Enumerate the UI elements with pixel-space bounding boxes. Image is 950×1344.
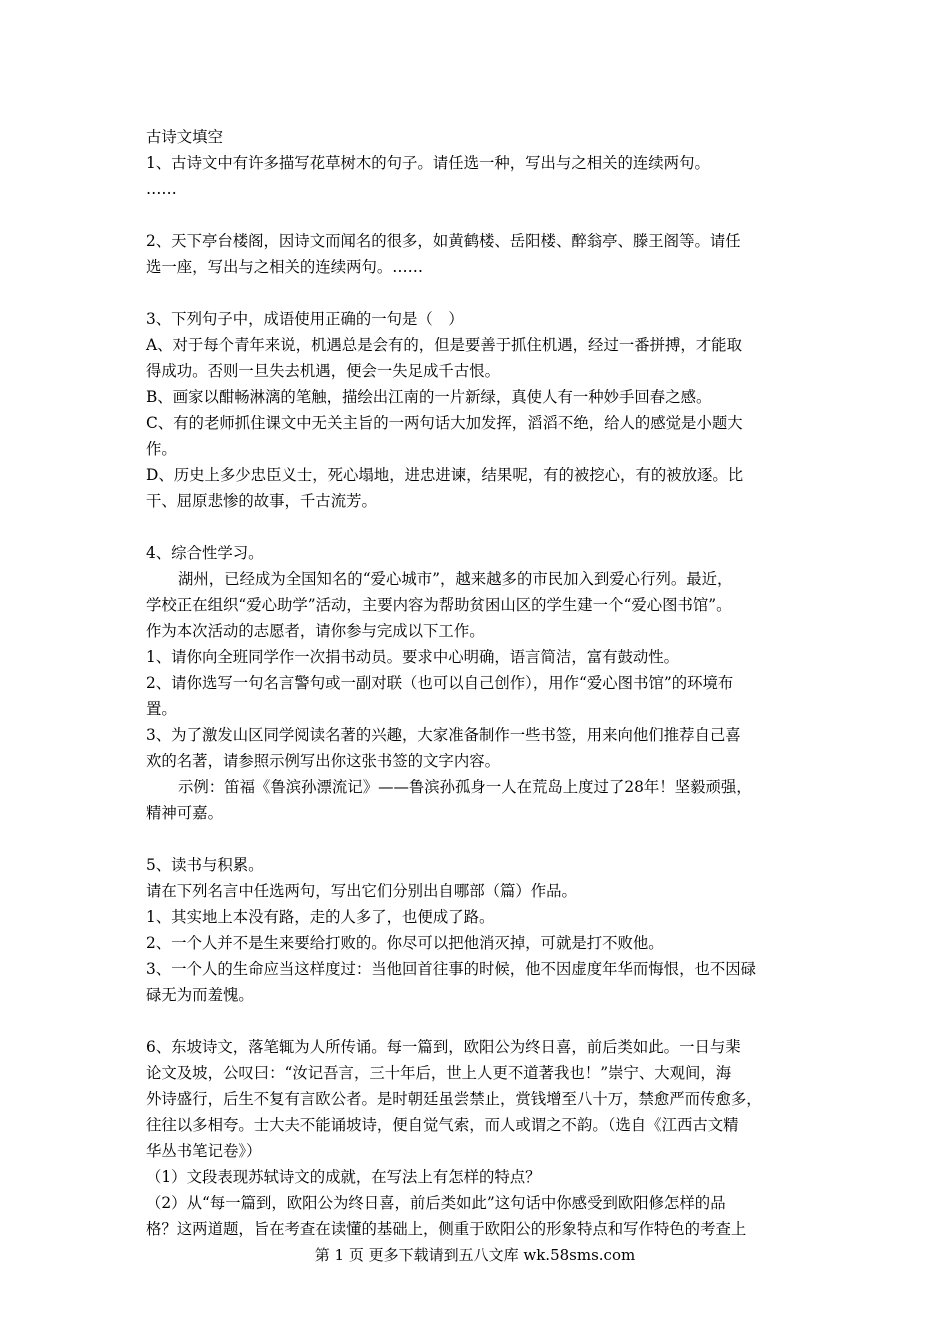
paragraph-gap xyxy=(146,514,811,540)
q6-sub-question-2-line-2: 格？这两道题，旨在考查在读懂的基础上，侧重于欧阳公的形象特点和写作特色的考查上 xyxy=(146,1220,747,1238)
page-footer: 第 1 页 更多下载请到五八文库 wk.58sms.com xyxy=(314,1246,636,1264)
paragraph-gap xyxy=(146,280,811,306)
q4-item-2-line-1: 2、请你选写一句名言警句或一副对联（也可以自己创作），用作“爱心图书馆”的环境布 xyxy=(146,674,734,692)
document-title: 古诗文填空 xyxy=(146,128,223,146)
paragraph-gap xyxy=(146,202,811,228)
q5-quote-3-line-1: 3、一个人的生命应当这样度过：当他回首往事的时候，他不因虚度年华而悔恨，也不因碌 xyxy=(146,960,757,978)
q1-line-2: …… xyxy=(146,180,177,198)
q6-passage-line-3: 外诗盛行，后生不复有言欧公者。是时朝廷虽尝禁止，赏钱增至八十万，禁愈严而传愈多， xyxy=(146,1090,762,1108)
q5-quote-1: 1、其实地上本没有路，走的人多了，也便成了路。 xyxy=(146,908,495,926)
q2-line-2: 选一座，写出与之相关的连续两句。…… xyxy=(146,258,424,276)
q6-passage-line-1: 6、东坡诗文，落笔辄为人所传诵。每一篇到，欧阳公为终日喜，前后类如此。一日与棐 xyxy=(146,1038,741,1056)
q4-intro-line-2: 学校正在组织“爱心助学”活动，主要内容为帮助贫困山区的学生建一个“爱心图书馆”。 xyxy=(146,596,732,614)
q6-passage-line-4: 往往以多相夸。士大夫不能诵坡诗，便自觉气索，而人或谓之不韵。（选自《江西古文精 xyxy=(146,1116,739,1134)
q4-title: 4、综合性学习。 xyxy=(146,544,264,562)
q6-sub-question-1: （1）文段表现苏轼诗文的成就，在写法上有怎样的特点？ xyxy=(146,1168,541,1186)
q1-line-1: 1、古诗文中有许多描写花草树木的句子。请任选一种，写出与之相关的连续两句。 xyxy=(146,154,710,172)
document-body xyxy=(146,124,811,1242)
paragraph-gap xyxy=(146,826,811,852)
q4-example-line-2: 精神可嘉。 xyxy=(146,804,223,822)
q3-question: 3、下列句子中，成语使用正确的一句是（ ） xyxy=(146,310,464,328)
q5-quote-3-line-2: 碌无为而羞愧。 xyxy=(146,986,254,1004)
q3-option-d-line-2: 干、屈原悲惨的故事，千古流芳。 xyxy=(146,492,377,510)
q2-line-1: 2、天下亭台楼阁，因诗文而闻名的很多，如黄鹤楼、岳阳楼、醉翁亭、滕王阁等。请任 xyxy=(146,232,741,250)
q3-option-b: B、画家以酣畅淋漓的笔触，描绘出江南的一片新绿，真使人有一种妙手回春之感。 xyxy=(146,388,712,406)
q5-title: 5、读书与积累。 xyxy=(146,856,264,874)
q6-sub-question-2-line-1: （2）从“每一篇到，欧阳公为终日喜，前后类如此”这句话中你感受到欧阳修怎样的品 xyxy=(146,1194,726,1212)
q4-item-3-line-2: 欢的名著，请参照示例写出你这张书签的文字内容。 xyxy=(146,752,500,770)
q3-option-a-line-2: 得成功。否则一旦失去机遇，便会一失足成千古恨。 xyxy=(146,362,500,380)
q5-quote-2: 2、一个人并不是生来要给打败的。你尽可以把他消灭掉，可就是打不败他。 xyxy=(146,934,664,952)
q3-option-a-line-1: A、对于每个青年来说，机遇总是会有的，但是要善于抓住机遇，经过一番拼搏，才能取 xyxy=(146,336,742,354)
q3-option-c-line-1: C、有的老师抓住课文中无关主旨的一两句话大加发挥，滔滔不绝，给人的感觉是小题大 xyxy=(146,414,743,432)
q4-intro-line-1: 湖州，已经成为全国知名的“爱心城市”，越来越多的市民加入到爱心行列。最近， xyxy=(178,570,733,588)
q6-passage-line-5: 华丛书笔记卷》） xyxy=(146,1142,262,1160)
q4-item-1: 1、请你向全班同学作一次捐书动员。要求中心明确，语言简洁，富有鼓动性。 xyxy=(146,648,680,666)
q4-intro-line-3: 作为本次活动的志愿者，请你参与完成以下工作。 xyxy=(146,622,485,640)
q6-passage-line-2: 论文及坡，公叹曰：“汝记吾言，三十年后，世上人更不道著我也！”崇宁、大观间，海 xyxy=(146,1064,732,1082)
q4-example-line-1: 示例：笛福《鲁滨孙漂流记》——鲁滨孙孤身一人在荒岛上度过了28年！坚毅顽强， xyxy=(178,778,752,796)
q3-option-c-line-2: 作。 xyxy=(146,440,177,458)
q5-instruction: 请在下列名言中任选两句，写出它们分别出自哪部（篇）作品。 xyxy=(146,882,577,900)
q4-item-2-line-2: 置。 xyxy=(146,700,177,718)
q4-item-3-line-1: 3、为了激发山区同学阅读名著的兴趣，大家准备制作一些书签，用来向他们推荐自己喜 xyxy=(146,726,741,744)
q3-option-d-line-1: D、历史上多少忠臣义士，死心塌地，进忠进谏，结果呢，有的被挖心，有的被放逐。比 xyxy=(146,466,744,484)
paragraph-gap xyxy=(146,1008,811,1034)
